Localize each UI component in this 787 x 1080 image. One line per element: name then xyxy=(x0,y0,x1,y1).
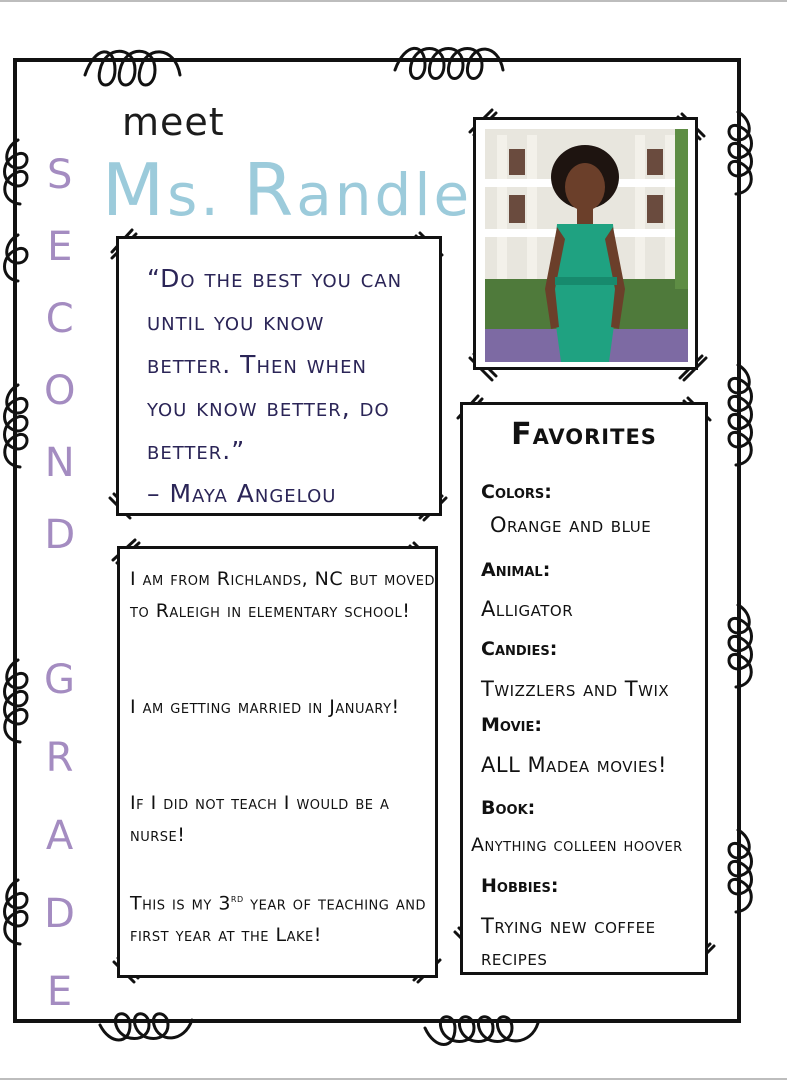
letter: N xyxy=(44,440,75,486)
fav-label-animal: Animal: xyxy=(481,559,551,581)
about-p4-start: This is my 3 xyxy=(130,892,231,915)
letter: S xyxy=(47,152,73,198)
letter: C xyxy=(45,296,74,342)
top-rule xyxy=(0,0,787,2)
fav-value-movie: ALL Madea movies! xyxy=(481,753,667,777)
name-last: andle xyxy=(296,161,473,229)
letter: R xyxy=(45,735,74,781)
quote-body: “Do the best you can until you know better. Then when you know better, do better.” xyxy=(147,264,403,465)
quote-author: – Maya Angelou xyxy=(147,479,337,508)
name-r: R xyxy=(243,148,297,232)
about-paragraph-1: I am from Richlands, NC but moved to Raleigh in elementary school! xyxy=(130,568,435,622)
fav-value-book: Anything colleen hoover xyxy=(471,834,683,856)
about-p4-end: year of teaching and first year at the Lake! xyxy=(130,892,427,947)
about-paragraph-4 xyxy=(130,883,436,951)
name-rest: s. xyxy=(167,161,244,229)
letter: E xyxy=(46,969,73,1015)
letter: A xyxy=(45,813,74,859)
letter: E xyxy=(47,224,73,270)
about-paragraph-2: I am getting married in January! xyxy=(130,696,400,718)
favorites-title: Favorites xyxy=(511,417,657,452)
about-p4-sup: rd xyxy=(230,892,244,905)
letter: D xyxy=(44,891,75,937)
fav-value-candies: Twizzlers and Twix xyxy=(481,677,670,701)
teacher-portrait-photo xyxy=(485,129,688,362)
letter: G xyxy=(44,657,75,703)
favorites-card xyxy=(460,402,708,975)
teacher-name xyxy=(102,148,472,232)
fav-value-colors: Orange and blue xyxy=(490,513,652,537)
fav-value-hobbies: Trying new coffee recipes xyxy=(481,914,656,970)
quote-text xyxy=(147,257,439,515)
vertical-grade-label xyxy=(44,657,75,1015)
fav-value-animal: Alligator xyxy=(481,597,574,621)
fav-label-book: Book: xyxy=(481,797,536,819)
vertical-second-label xyxy=(44,152,76,558)
fav-label-movie: Movie: xyxy=(481,714,542,736)
portrait-illustration xyxy=(485,129,688,362)
letter: D xyxy=(44,512,76,558)
quote-card xyxy=(116,236,442,516)
name-first: M xyxy=(102,148,168,232)
about-paragraph-3: If I did not teach I would be a nurse! xyxy=(130,792,390,846)
fav-label-colors: Colors: xyxy=(481,481,552,503)
fav-label-candies: Candies: xyxy=(481,638,558,660)
letter: O xyxy=(44,368,76,414)
photo-frame xyxy=(473,117,698,370)
about-card xyxy=(117,546,438,978)
fav-label-hobbies: Hobbies: xyxy=(481,875,559,897)
meet-label: meet xyxy=(122,100,225,144)
